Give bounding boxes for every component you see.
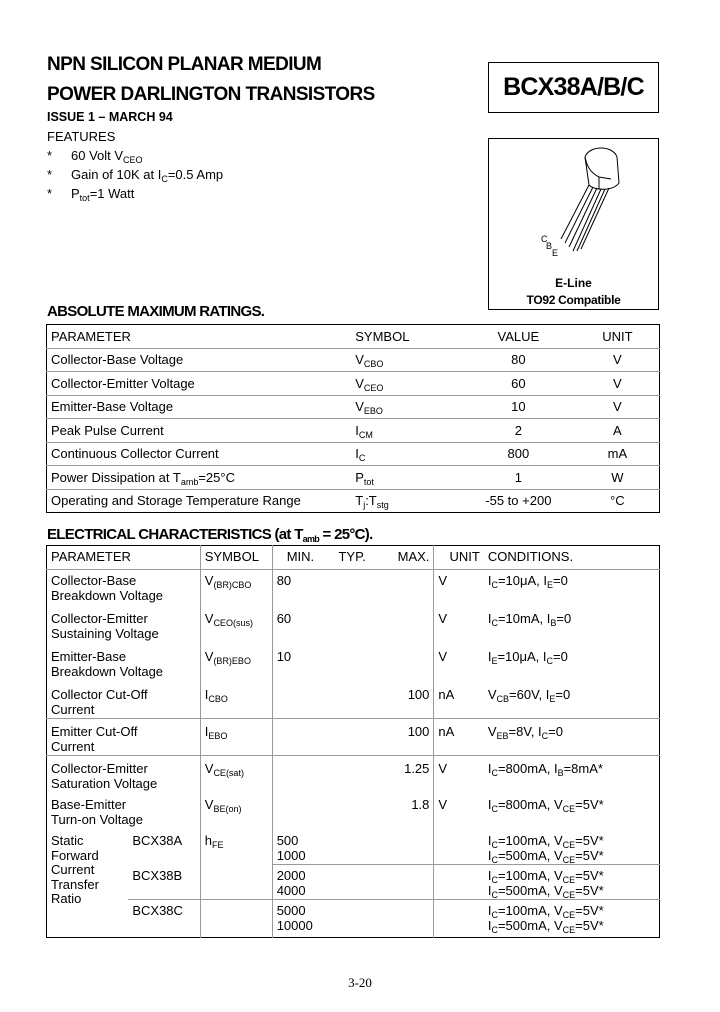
issue-line: ISSUE 1 – MARCH 94 [47,110,173,124]
table-row: Collector-Base Breakdown Voltage $V_{(BR)CBO}$ 80 V $I_C=10\mu A$, $I_E=0$ [47,570,660,605]
col-value: VALUE [497,328,540,344]
part-number: BCX38A/B/C [503,73,644,101]
transistor-package-icon [489,139,658,269]
col-typ: TYP. [328,546,376,570]
col-unit: UNIT [602,328,633,344]
table-row: Collector-Base Voltage $V_{CBO}$ 80 V [47,348,660,372]
col-min: MIN. [272,546,328,570]
col-parameter: PARAMETER [47,546,201,570]
pin-c-label: C [541,234,548,244]
table-row: Emitter Cut-Off Current $I_{EBO}$ 100 nA $V_{EB}=8V$, $I_C=0$ [47,719,660,756]
table-row: Base-Emitter Turn-on Voltage $V_{BE(on)}$ 1.8 V $I_C=800mA$, $V_{CE}=5V*$ [47,792,660,828]
col-max: MAX. [376,546,434,570]
col-unit: UNIT [434,546,484,570]
col-symbol: SYMBOL [200,546,272,570]
col-parameter: PARAMETER [51,328,131,344]
pin-e-label: E [552,248,559,258]
table-row: BCX38C 5000 10000 $I_C=100mA$, $V_{CE}=5V*$ $I_C=500mA$, $V_{CE}=5V*$ [47,900,660,938]
table-row: Power Dissipation at $T_{amb}=25^\circ C$ $P_{tot}$ 1 W [47,466,660,490]
feature-3: * $P_{tot}=1$ Watt [47,186,135,203]
table-row: Continuous Collector Current $I_C$ 800 mA [47,442,660,466]
table-header-row [47,546,660,570]
table-row: Collector-Emitter Saturation Voltage $V_{CE(sat)}$ 1.25 V $I_C=800mA$, $I_B=8mA*$ [47,756,660,793]
abs-max-table [46,324,660,513]
table-header-row [47,325,660,349]
table-row: Emitter-Base Voltage $V_{EBO}$ 10 V [47,395,660,419]
package-name: E-Line [555,276,592,290]
features-heading: FEATURES [47,129,116,144]
table-row: BCX38B 2000 4000 $I_C=100mA$, $V_{CE}=5V*$ $I_C=500mA$, $V_{CE}=5V*$ [47,865,660,900]
feature-1: * 60 Volt $V_{CEO}$ [47,148,143,165]
pin-b-label: B [546,241,553,251]
title-line-1: NPN SILICON PLANAR MEDIUM [47,54,322,75]
col-conditions: CONDITIONS. [484,546,660,570]
table-row: Collector-Emitter Sustaining Voltage $V_{CEO(sus)}$ 60 V $I_C=10mA$, $I_B=0$ [47,604,660,642]
feature-2: * Gain of 10K at $I_C=0.5$ Amp [47,167,224,184]
table-row: Static Forward Current Transfer Ratio BCX38A $h_{FE}$ 500 1000 $I_C=100mA$, $V_{CE}=5V*$ $I_C=500mA$, $V_{CE}=5V*$ [47,828,660,865]
table-row: Peak Pulse Current $I_{CM}$ 2 A [47,419,660,443]
package-compat: TO92 Compatible [526,293,621,307]
abs-max-title: ABSOLUTE MAXIMUM RATINGS. [47,303,265,320]
elec-char-title: ELECTRICAL CHARACTERISTICS (at $T_{amb} = 25^\circ C$). [47,526,373,544]
table-row: Collector-Emitter Voltage $V_{CEO}$ 60 V [47,372,660,396]
page-number: 3-20 [348,975,372,990]
part-number-box [488,62,659,113]
elec-char-table [46,545,660,938]
package-box [488,138,659,310]
col-symbol: SYMBOL [355,328,410,344]
table-row: Emitter-Base Breakdown Voltage $V_{(BR)EBO}$ 10 V $I_E=10\mu A$, $I_C=0$ [47,642,660,680]
table-row: Collector Cut-Off Current $I_{CBO}$ 100 nA $V_{CB}=60V$, $I_E=0$ [47,680,660,719]
table-row: Operating and Storage Temperature Range $T_j:T_{stg}$ -55 to +200 °C [47,489,660,513]
title-line-2: POWER DARLINGTON TRANSISTORS [47,84,375,105]
